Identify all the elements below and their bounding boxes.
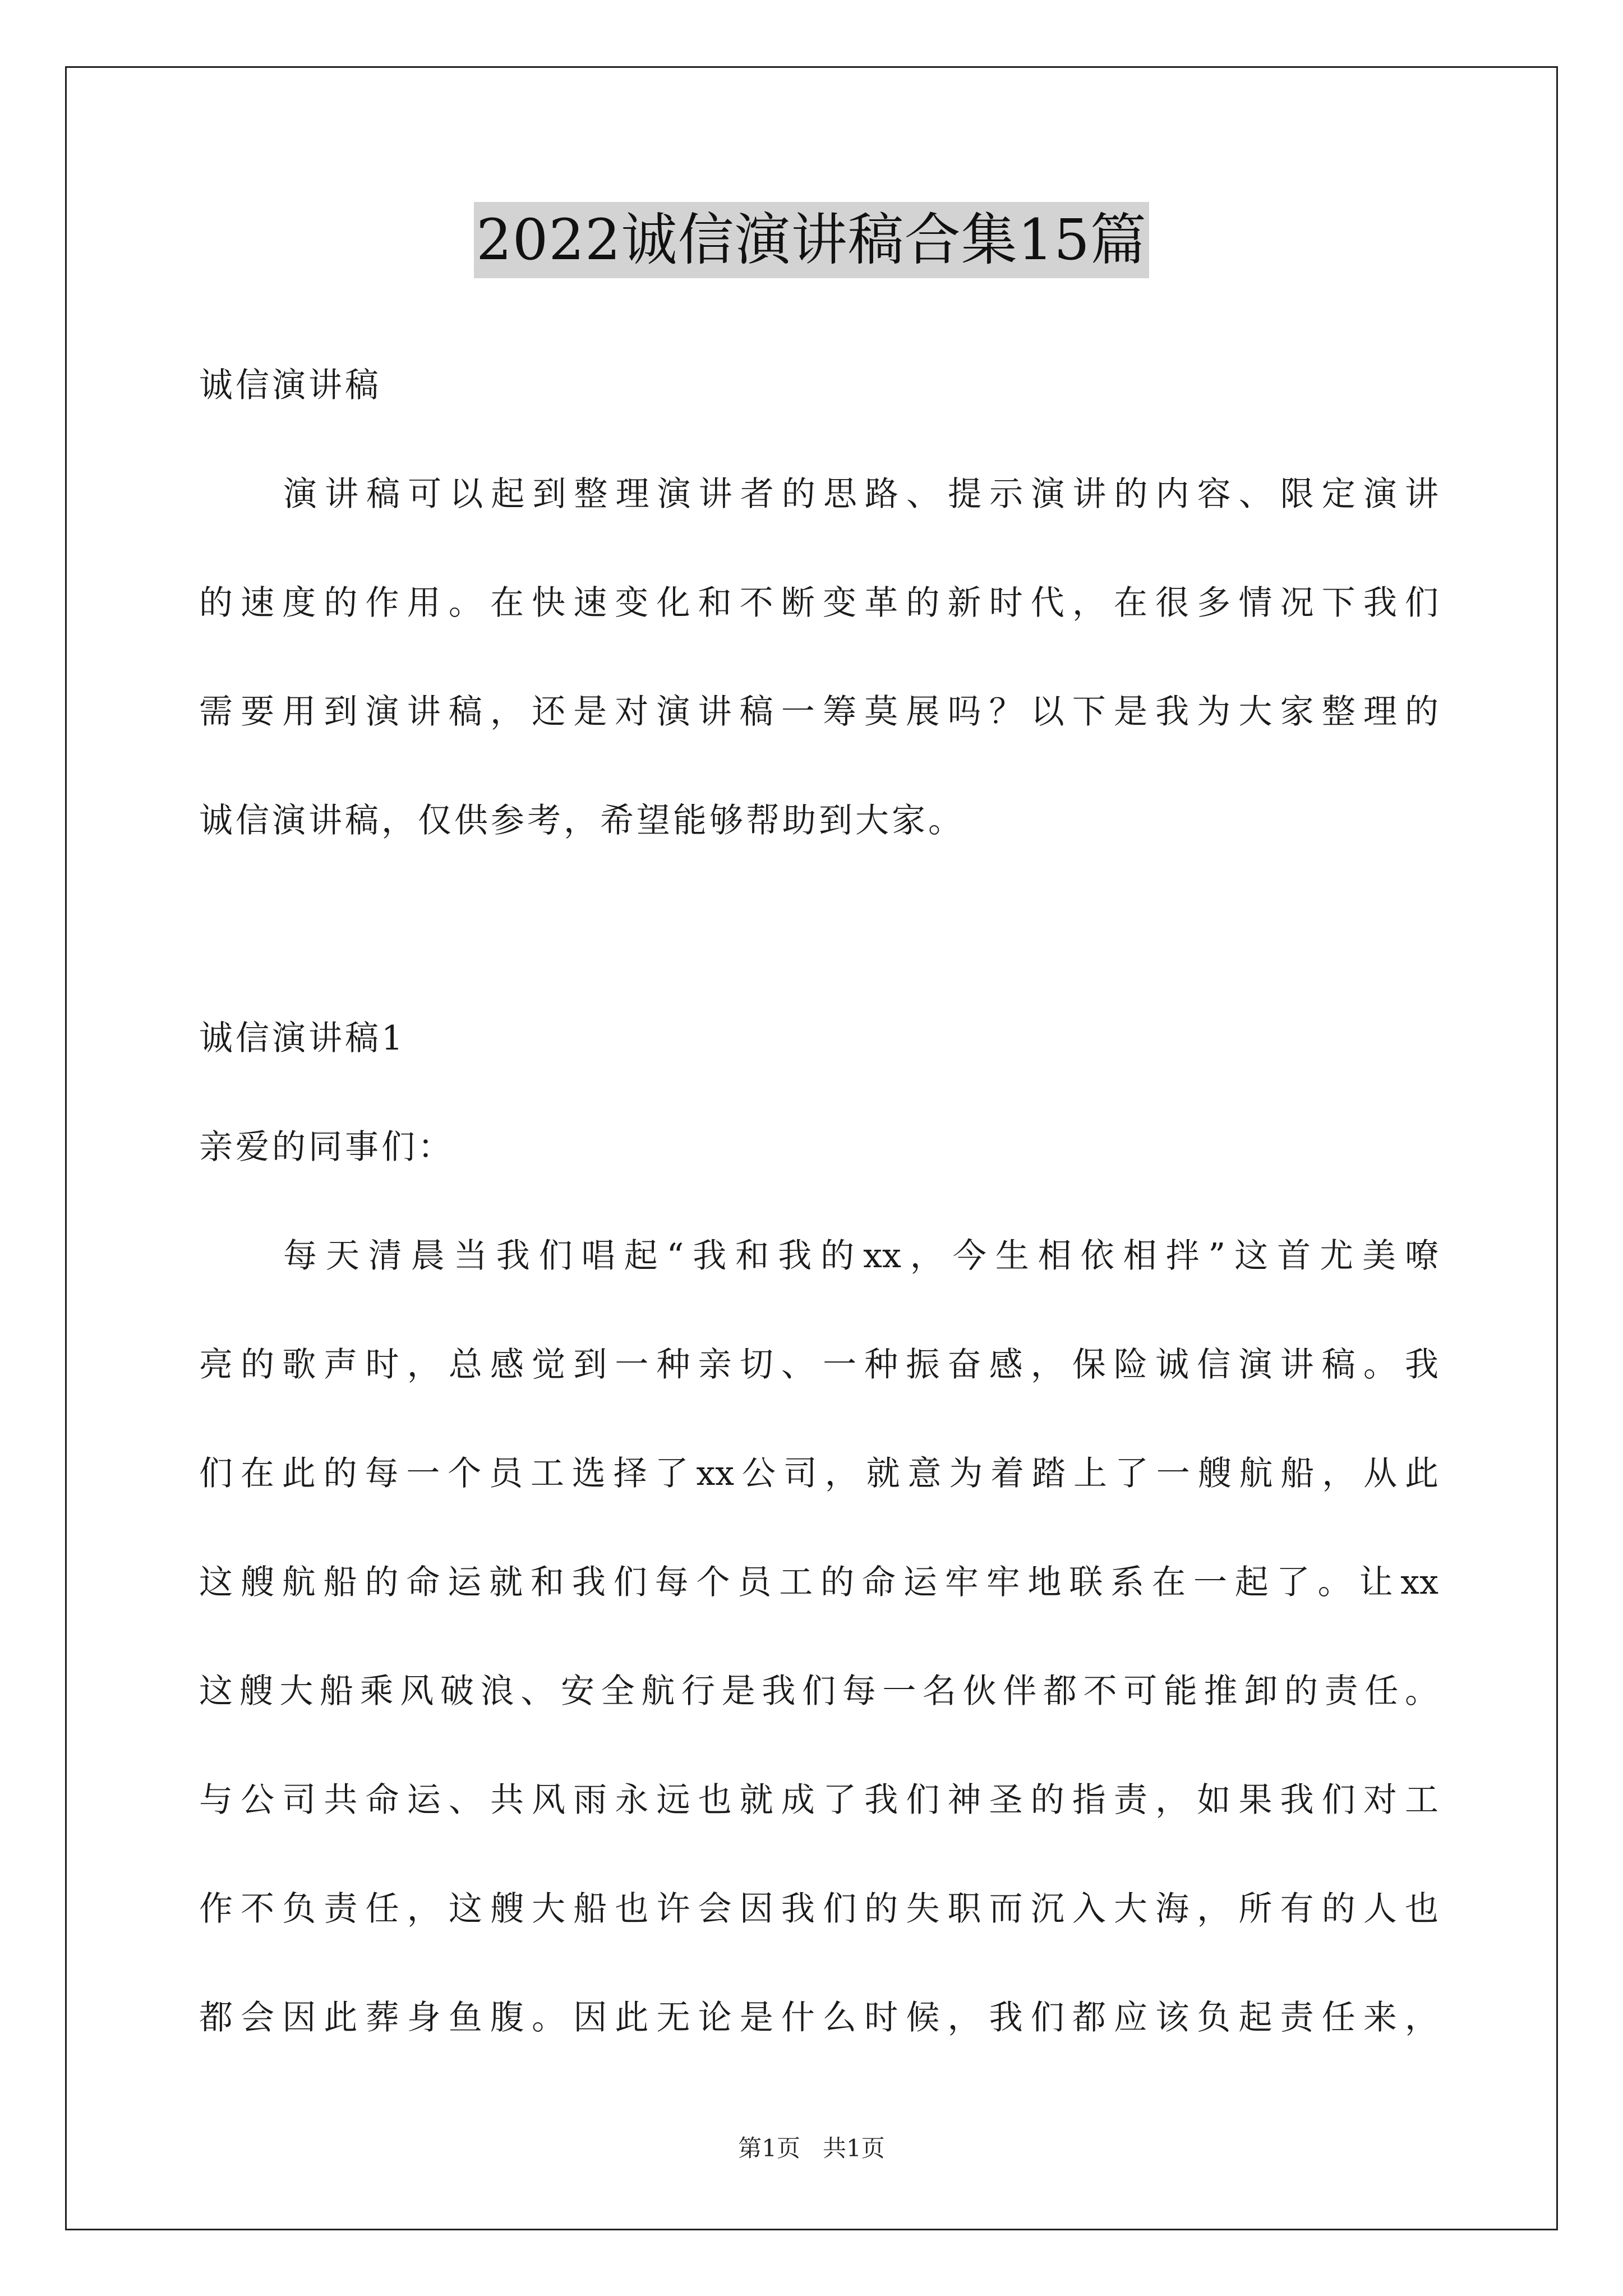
document-title: 2022诚信演讲稿合集15篇 xyxy=(474,202,1149,278)
intro-paragraph-line: 诚信演讲稿，仅供参考，希望能够帮助到大家。 xyxy=(199,801,965,840)
greeting: 亲爱的同事们： xyxy=(199,1128,454,1167)
speech-paragraph-line: 每天清晨当我们唱起“我和我的xx，今生相依相拌”这首尤美嘹 xyxy=(283,1236,1438,1276)
intro-paragraph-line: 演讲稿可以起到整理演讲者的思路、提示演讲的内容、限定演讲 xyxy=(283,475,1438,514)
intro-paragraph-line: 的速度的作用。在快速变化和不断变革的新时代，在很多情况下我们 xyxy=(199,583,1438,623)
speech-heading: 诚信演讲稿1 xyxy=(199,1019,406,1058)
speech-paragraph-line: 作不负责任，这艘大船也许会因我们的失职而沉入大海，所有的人也 xyxy=(199,1889,1438,1929)
page-footer: 第1页 共1页 xyxy=(738,2134,885,2162)
section-heading: 诚信演讲稿 xyxy=(199,366,381,405)
intro-paragraph-line: 需要用到演讲稿，还是对演讲稿一筹莫展吗？以下是我为大家整理的 xyxy=(199,692,1438,731)
speech-paragraph-line: 这艘大船乘风破浪、安全航行是我们每一名伙伴都不可能推卸的责任。 xyxy=(199,1672,1438,1711)
speech-paragraph-line: 亮的歌声时，总感觉到一种亲切、一种振奋感，保险诚信演讲稿。我 xyxy=(199,1345,1438,1384)
speech-paragraph-line: 都会因此葬身鱼腹。因此无论是什么时候，我们都应该负起责任来， xyxy=(199,1998,1438,2037)
document-body xyxy=(199,331,1438,2072)
title-container xyxy=(0,202,1623,278)
speech-paragraph-line: 们在此的每一个员工选择了xx公司，就意为着踏上了一艘航船，从此 xyxy=(199,1454,1438,1493)
speech-paragraph-line: 这艘航船的命运就和我们每个员工的命运牢牢地联系在一起了。让xx xyxy=(199,1563,1438,1602)
speech-paragraph-line: 与公司共命运、共风雨永远也就成了我们神圣的指责，如果我们对工 xyxy=(199,1780,1438,1820)
paragraph-spacer xyxy=(199,875,1438,984)
